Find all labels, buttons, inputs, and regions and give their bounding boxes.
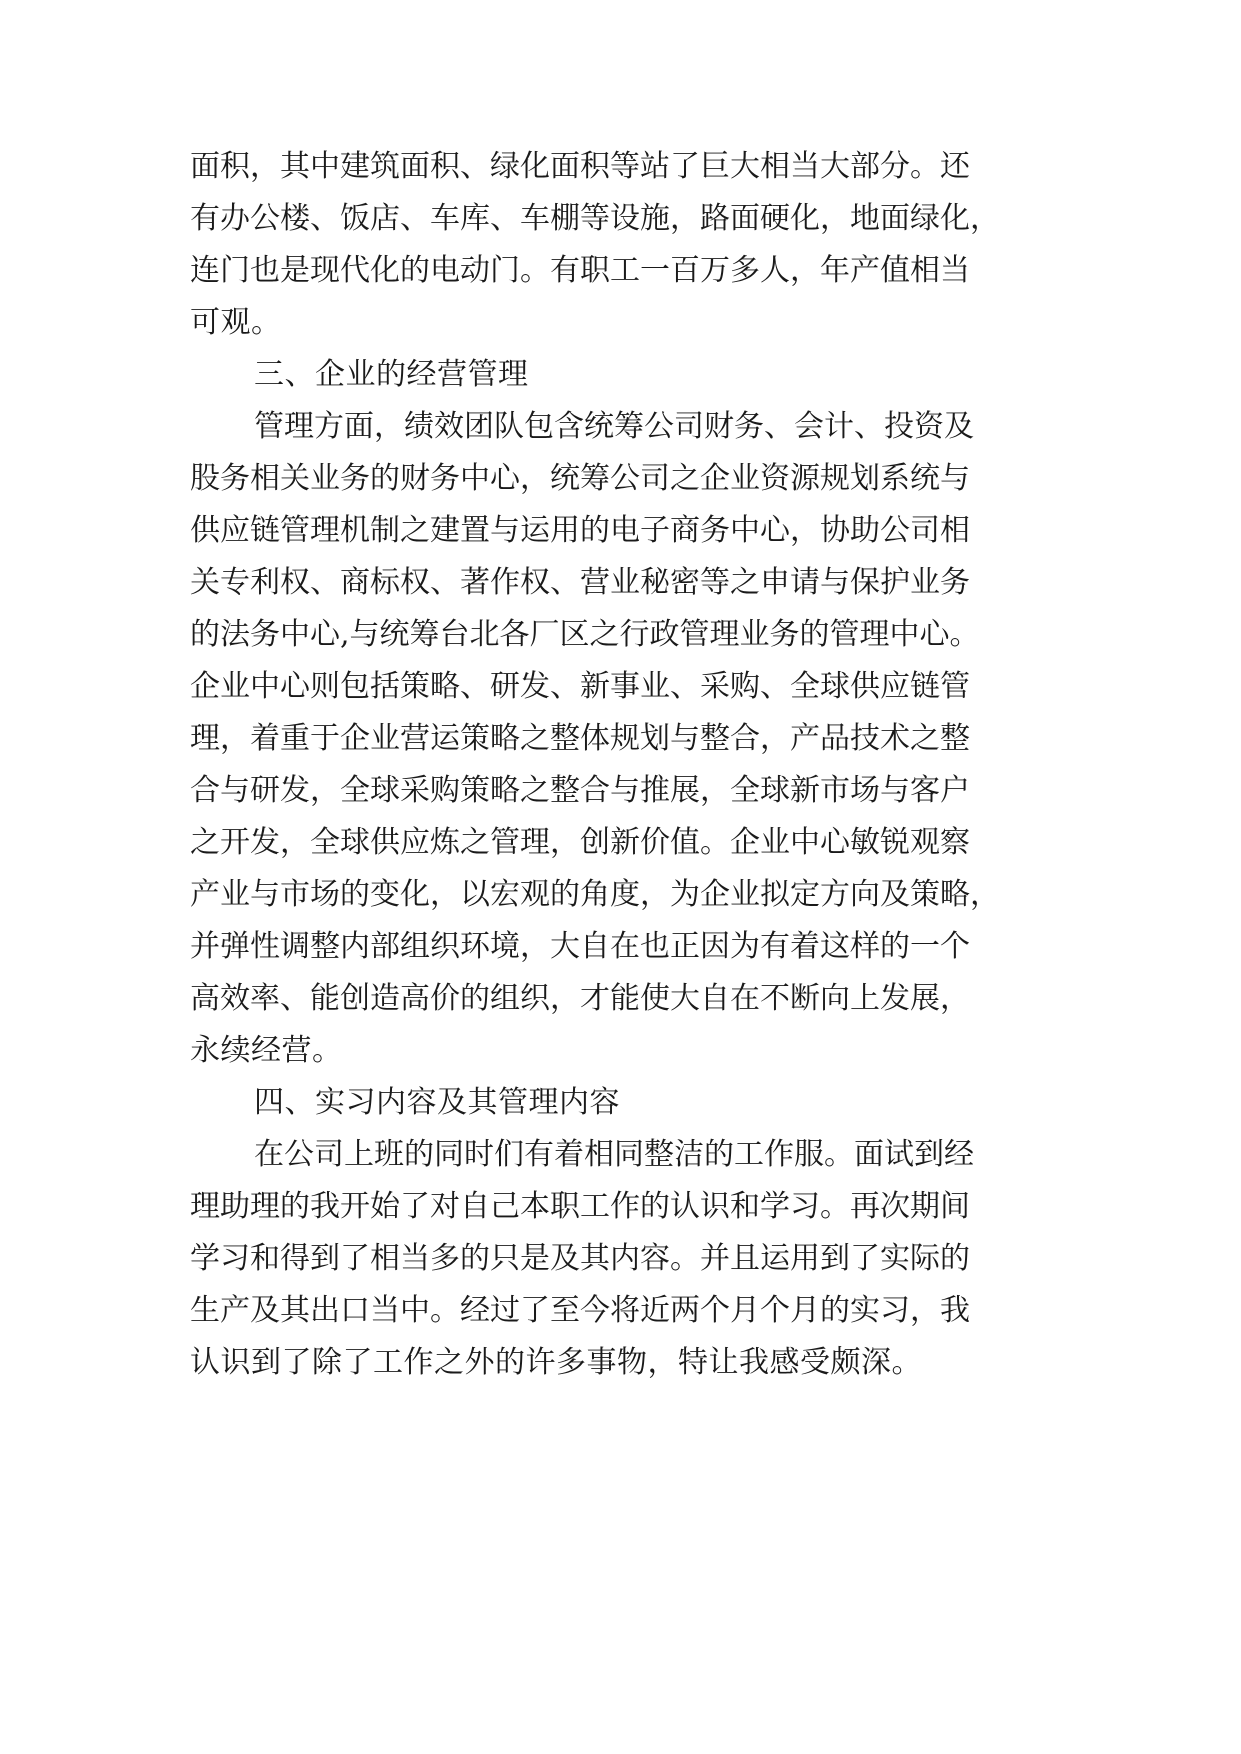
paragraph-line: 供应链管理机制之建置与运用的电子商务中心，协助公司相 [190,513,970,548]
paragraph-line: 认识到了除了工作之外的许多事物，特让我感受颇深。 [190,1345,922,1380]
paragraph-line: 合与研发，全球采购策略之整合与推展，全球新市场与客户 [190,773,970,808]
paragraph-line: 永续经营。 [190,1033,343,1068]
paragraph-line: 面积，其中建筑面积、绿化面积等站了巨大相当大部分。还 [190,149,970,184]
paragraph-line: 企业中心则包括策略、研发、新事业、采购、全球供应链管 [190,669,970,704]
paragraph-line: 管理方面，绩效团队包含统筹公司财务、会计、投资及 [254,409,974,444]
paragraph-line: 高效率、能创造高价的组织，才能使大自在不断向上发展， [190,981,970,1016]
section-heading: 三、企业的经营管理 [254,357,529,392]
paragraph-line: 可观。 [190,305,282,340]
paragraph-line: 产业与市场的变化，以宏观的角度，为企业拟定方向及策略， [190,877,1000,912]
section-heading: 四、实习内容及其管理内容 [254,1085,620,1120]
paragraph-line: 在公司上班的同时们有着相同整洁的工作服。面试到经 [254,1137,974,1172]
paragraph-line: 生产及其出口当中。经过了至今将近两个月个月的实习，我 [190,1293,970,1328]
paragraph-line: 股务相关业务的财务中心，统筹公司之企业资源规划系统与 [190,461,970,496]
paragraph-line: 连门也是现代化的电动门。有职工一百万多人，年产值相当 [190,253,970,288]
paragraph-line: 并弹性调整内部组织环境，大自在也正因为有着这样的一个 [190,929,970,964]
paragraph-line: 理助理的我开始了对自己本职工作的认识和学习。再次期间 [190,1189,970,1224]
paragraph-line: 关专利权、商标权、著作权、营业秘密等之申请与保护业务 [190,565,970,600]
paragraph-line: 有办公楼、饭店、车库、车棚等设施，路面硬化，地面绿化， [190,201,1000,236]
paragraph-line: 理，着重于企业营运策略之整体规划与整合，产品技术之整 [190,721,970,756]
paragraph-line: 学习和得到了相当多的只是及其内容。并且运用到了实际的 [190,1241,970,1276]
paragraph-line: 的法务中心,与统筹台北各厂区之行政管理业务的管理中心。 [190,617,980,652]
paragraph-line: 之开发，全球供应炼之管理，创新价值。企业中心敏锐观察 [190,825,970,860]
